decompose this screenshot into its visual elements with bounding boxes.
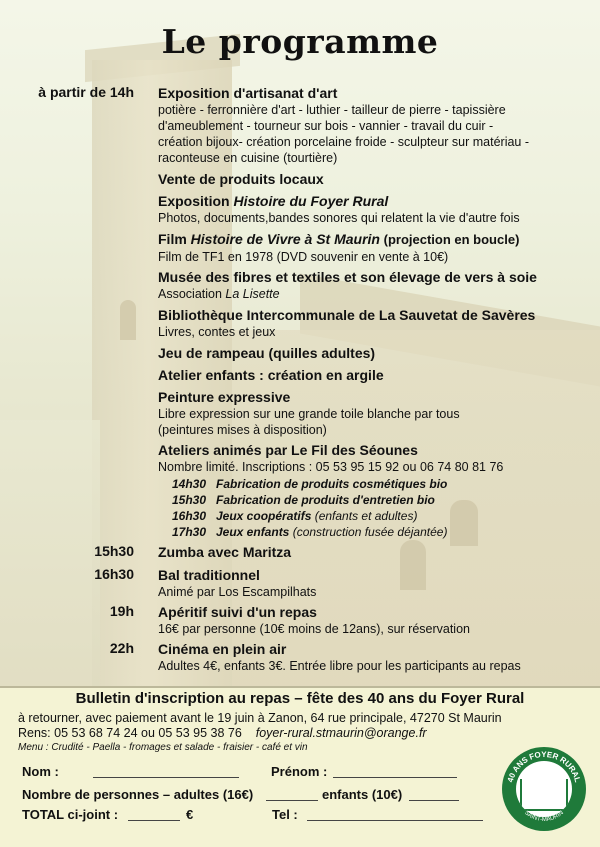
total-field[interactable] bbox=[128, 820, 180, 821]
schedule-heading: Apéritif suivi d'un repas bbox=[158, 604, 317, 620]
schedule-time: 19h bbox=[109, 603, 134, 619]
form-instructions: à retourner, avec paiement avant le 19 juin à Zanon, 64 rue principale, 47270 St Maurin bbox=[18, 711, 502, 725]
workshop-label: Fabrication de produits cosmétiques bio bbox=[216, 477, 448, 491]
schedule-heading: Zumba avec Maritza bbox=[158, 544, 292, 560]
form-title: Bulletin d'inscription au repas – fête des 40 ans du Foyer Rural bbox=[75, 690, 525, 707]
schedule-heading: Jeu de rampeau (quilles adultes) bbox=[158, 345, 376, 361]
schedule-detail: Animé par Los Escampilhats bbox=[158, 585, 317, 599]
workshop-label: Jeux coopératifs bbox=[216, 509, 312, 523]
workshop-time: 14h30 bbox=[172, 477, 207, 491]
schedule-detail: raconteuse en cuisine (tourtière) bbox=[158, 151, 338, 165]
heading-italic: Histoire de Vivre à St Maurin bbox=[190, 231, 380, 247]
schedule-detail: Livres, contes et jeux bbox=[158, 325, 276, 339]
workshop-extra: (enfants et adultes) bbox=[311, 509, 418, 523]
workshop-label: Fabrication de produits d'entretien bio bbox=[216, 493, 435, 507]
detail-italic: La Lisette bbox=[225, 287, 280, 301]
schedule-detail bbox=[158, 286, 593, 302]
schedule-detail: Photos, documents,bandes sonores qui relatent la vie d'autre fois bbox=[158, 211, 520, 225]
tel-field[interactable] bbox=[307, 820, 483, 821]
schedule-heading: Peinture expressive bbox=[158, 389, 291, 405]
workshop-label: Jeux enfants bbox=[216, 525, 290, 539]
page-title: Le programme bbox=[161, 22, 439, 61]
heading-part: Exposition bbox=[158, 193, 234, 209]
detail-part: Association bbox=[158, 287, 226, 301]
schedule-heading: Vente de produits locaux bbox=[158, 171, 324, 187]
schedule-detail: création bijoux- création porcelaine froide - sculpteur sur matériau - bbox=[158, 135, 530, 149]
prenom-label: Prénom : bbox=[271, 764, 328, 779]
heading-part: (projection en boucle) bbox=[380, 232, 520, 247]
svg-text:40 ANS FOYER RURAL bbox=[506, 750, 582, 783]
nom-label: Nom : bbox=[22, 764, 59, 779]
schedule-time: 16h30 bbox=[94, 566, 134, 582]
workshop-time: 15h30 bbox=[172, 493, 207, 507]
schedule-heading bbox=[158, 192, 593, 210]
schedule-heading: Cinéma en plein air bbox=[158, 641, 287, 657]
schedule-detail: (peintures mises à disposition) bbox=[158, 423, 327, 437]
form-contact bbox=[18, 726, 427, 740]
tel-label: Tel : bbox=[272, 807, 298, 822]
schedule-heading: Musée des fibres et textiles et son élevage de vers à soie bbox=[158, 269, 537, 285]
schedule-time: 15h30 bbox=[94, 543, 134, 559]
adults-field[interactable] bbox=[266, 800, 318, 801]
schedule-detail: 16€ par personne (10€ moins de 12ans), sur réservation bbox=[158, 622, 470, 636]
schedule-detail: potière - ferronnière d'art - luthier - tailleur de pierre - tapissière bbox=[158, 103, 506, 117]
schedule-detail: Film de TF1 en 1978 (DVD souvenir en vente à 10€) bbox=[158, 250, 449, 264]
workshop-item bbox=[172, 508, 417, 524]
workshop-item bbox=[172, 492, 435, 508]
contact-email[interactable]: foyer-rural.stmaurin@orange.fr bbox=[255, 726, 427, 740]
children-field[interactable] bbox=[409, 800, 459, 801]
heading-part: Film bbox=[158, 231, 191, 247]
schedule-heading bbox=[158, 230, 593, 249]
logo-top-text: 40 ANS FOYER RURAL bbox=[505, 749, 583, 784]
workshop-item bbox=[172, 524, 447, 540]
schedule-detail: Adultes 4€, enfants 3€. Entrée libre pour les participants au repas bbox=[158, 659, 521, 673]
nom-field[interactable] bbox=[93, 777, 239, 778]
schedule-heading: Bal traditionnel bbox=[158, 567, 260, 583]
workshop-time: 17h30 bbox=[172, 525, 207, 539]
schedule-heading: Atelier enfants : création en argile bbox=[158, 367, 384, 383]
heading-italic: Histoire du Foyer Rural bbox=[233, 193, 389, 209]
form-menu: Menu : Crudité - Paella - fromages et salade - fraisier - café et vin bbox=[18, 742, 308, 753]
window-image bbox=[450, 500, 478, 546]
total-label: TOTAL ci-joint : bbox=[22, 807, 119, 822]
logo-bottom-text: SAINT-MAURIN bbox=[523, 810, 565, 824]
schedule-heading: Bibliothèque Intercommunale de La Sauvetat de Savères bbox=[158, 307, 536, 323]
schedule-detail: Libre expression sur une grande toile blanche par tous bbox=[158, 407, 460, 421]
svg-text:SAINT-MAURIN bbox=[523, 810, 565, 823]
workshop-item bbox=[172, 476, 447, 492]
children-label: enfants (10€) bbox=[322, 787, 403, 802]
schedule-time: 22h bbox=[109, 640, 134, 656]
workshop-time: 16h30 bbox=[172, 509, 207, 523]
workshop-extra: (construction fusée déjantée) bbox=[289, 525, 448, 539]
schedule-detail: Nombre limité. Inscriptions : 05 53 95 15 92 ou 06 74 80 81 76 bbox=[158, 460, 504, 474]
schedule-heading: Ateliers animés par Le Fil des Séounes bbox=[158, 442, 418, 458]
window-image bbox=[120, 300, 136, 340]
prenom-field[interactable] bbox=[333, 777, 457, 778]
adults-label: Nombre de personnes – adultes (16€) bbox=[22, 787, 254, 802]
logo-text bbox=[502, 747, 586, 831]
euro-sign: € bbox=[186, 807, 194, 822]
schedule-time: à partir de 14h bbox=[38, 84, 134, 100]
schedule-detail: d'ameublement - tourneur sur bois - vannier - travail du cuir - bbox=[158, 119, 494, 133]
schedule-heading: Exposition d'artisanat d'art bbox=[158, 85, 338, 101]
contact-phones: Rens: 05 53 68 74 24 ou 05 53 95 38 76 bbox=[18, 726, 242, 740]
left-building-image bbox=[0, 420, 100, 686]
